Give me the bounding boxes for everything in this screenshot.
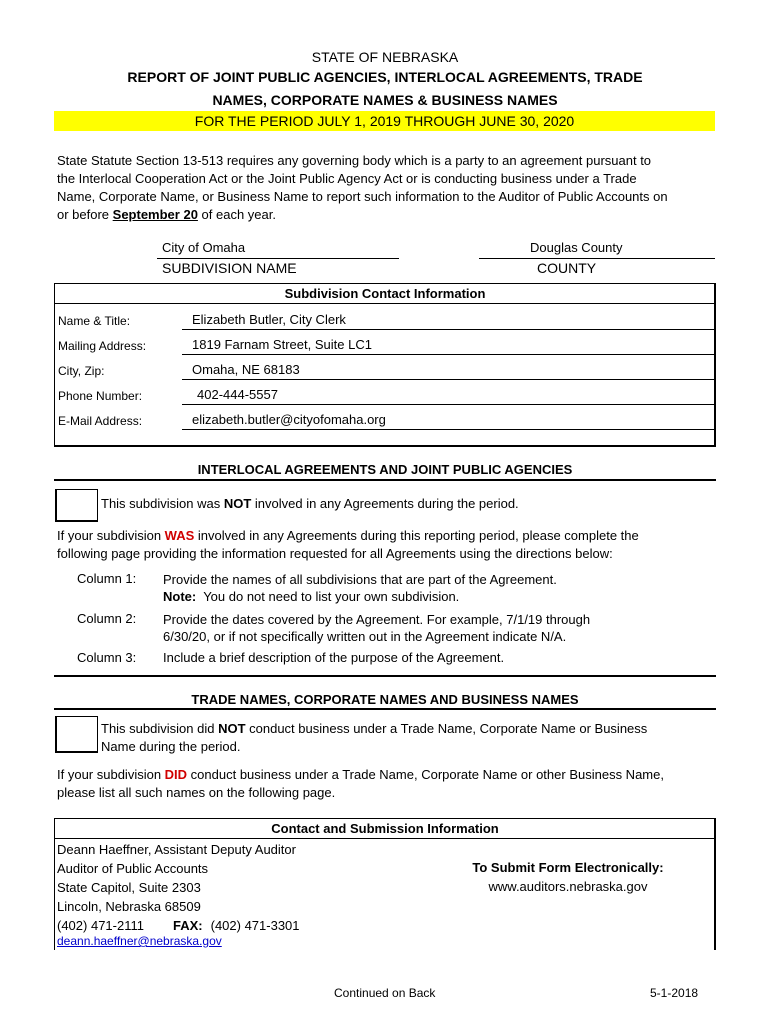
auditor-name: Deann Haeffner, Assistant Deputy Auditor [57, 842, 296, 857]
interlocal-heading-rule [54, 479, 716, 481]
agreements-instructions-line1 [57, 527, 639, 545]
mailing-address-label: Mailing Address: [58, 339, 147, 353]
city-zip-field[interactable]: Omaha, NE 68183 [192, 362, 300, 377]
subdivision-name-value[interactable]: City of Omaha [162, 240, 246, 255]
phone-number-underline [182, 404, 714, 405]
no-trade-not: NOT [218, 721, 246, 736]
if-did-pre: If your subdivision [57, 767, 165, 782]
no-agreements-checkbox[interactable] [55, 489, 98, 522]
was-emphasis: WAS [164, 528, 195, 543]
intro-line4-post: of each year. [197, 207, 276, 222]
intro-line2: the Interlocal Cooperation Act or the Joint Public Agency Act or is conducting business under a Trade [57, 171, 637, 186]
no-trade-names-line2: Name during the period. [101, 739, 241, 754]
column2-direction [163, 611, 590, 645]
report-title-line2: NAMES, CORPORATE NAMES & BUSINESS NAMES [212, 92, 558, 108]
city-zip-label: City, Zip: [58, 364, 105, 378]
continued-on-back: Continued on Back [334, 986, 436, 1000]
trade-heading-rule [54, 708, 716, 710]
submit-electronically-label: To Submit Form Electronically: [472, 860, 664, 875]
no-trade-names-line1 [101, 720, 647, 738]
intro-line1: State Statute Section 13-513 requires any governing body which is a party to an agreement pursuant to [57, 153, 652, 168]
email-address-underline [182, 429, 714, 430]
county-underline [479, 258, 715, 259]
trade-names-heading: TRADE NAMES, CORPORATE NAMES AND BUSINESS NAMES [191, 692, 579, 707]
submission-heading-divider [54, 838, 716, 839]
contact-heading-divider [54, 303, 716, 304]
did-emphasis: DID [164, 767, 188, 782]
no-trade-names-checkbox[interactable] [55, 716, 98, 753]
no-trade-pre: This subdivision did [101, 721, 219, 736]
no-agreements-statement [101, 496, 519, 511]
auditor-phone: (402) 471-2111 [57, 918, 144, 933]
fax-label: FAX: [172, 918, 203, 933]
trade-instructions-line1 [57, 766, 664, 784]
no-trade-post: conduct business under a Trade Name, Corporate Name or Business [245, 721, 648, 736]
email-address-field[interactable]: elizabeth.butler@cityofomaha.org [192, 412, 386, 427]
column2-text-line1: Provide the dates covered by the Agreement. For example, 7/1/19 through [163, 612, 591, 627]
email-address-label: E-Mail Address: [58, 414, 143, 428]
column1-direction [163, 571, 557, 605]
form-revision-date: 5-1-2018 [650, 986, 699, 1000]
auditor-email-link[interactable]: deann.haeffner@nebraska.gov [57, 934, 222, 948]
intro-line4-pre: or before [57, 207, 113, 222]
subdivision-name-label: SUBDIVISION NAME [162, 260, 297, 276]
column2-text-line2: 6/30/20, or if not specifically written out in the Agreement indicate N/A. [163, 629, 567, 644]
mailing-address-underline [182, 354, 714, 355]
column1-text: Provide the names of all subdivisions that are part of the Agreement. [163, 572, 557, 587]
contact-info-heading: Subdivision Contact Information [284, 286, 486, 301]
no-trade-names-statement [101, 720, 647, 756]
phone-number-label: Phone Number: [58, 389, 143, 403]
report-title-line1: REPORT OF JOINT PUBLIC AGENCIES, INTERLOCAL AGREEMENTS, TRADE [127, 69, 643, 85]
statute-intro [57, 152, 737, 224]
no-agreements-post: involved in any Agreements during the period. [251, 496, 519, 511]
column2-label: Column 2: [77, 611, 137, 626]
column3-text: Include a brief description of the purpose of the Agreement. [163, 650, 505, 665]
auditors-website[interactable]: www.auditors.nebraska.gov [488, 879, 648, 894]
trade-section-top-rule [54, 675, 716, 677]
name-title-underline [182, 329, 714, 330]
no-agreements-not: NOT [223, 496, 252, 511]
phone-number-field[interactable]: 402-444-5557 [197, 387, 278, 402]
county-label: COUNTY [537, 260, 597, 276]
county-value[interactable]: Douglas County [530, 240, 623, 255]
column1-label: Column 1: [77, 571, 137, 586]
if-was-pre: If your subdivision [57, 528, 165, 543]
auditor-phone-fax [57, 916, 300, 935]
subdivision-name-underline [157, 258, 399, 259]
column1-note-label: Note: [163, 589, 197, 604]
column1-note [163, 588, 557, 605]
if-was-post: involved in any Agreements during this reporting period, please complete the [194, 528, 639, 543]
name-title-label: Name & Title: [58, 314, 131, 328]
intro-line3: Name, Corporate Name, or Business Name to report such information to the Auditor of Public Accounts on [57, 189, 668, 204]
interlocal-heading: INTERLOCAL AGREEMENTS AND JOINT PUBLIC AGENCIES [197, 462, 573, 477]
no-agreements-pre: This subdivision was [101, 496, 224, 511]
auditor-fax: (402) 471-3301 [210, 918, 300, 933]
auditor-city: Lincoln, Nebraska 68509 [57, 899, 201, 914]
city-zip-underline [182, 379, 714, 380]
intro-line4 [57, 206, 737, 224]
state-heading: STATE OF NEBRASKA [311, 49, 459, 65]
auditor-address: State Capitol, Suite 2303 [57, 880, 201, 895]
if-did-post: conduct business under a Trade Name, Corporate Name or other Business Name, [187, 767, 664, 782]
auditor-office: Auditor of Public Accounts [57, 861, 209, 876]
trade-instructions [57, 766, 664, 802]
reporting-period: FOR THE PERIOD JULY 1, 2019 THROUGH JUNE 30, 2020 [54, 111, 715, 131]
due-date: September 20 [112, 207, 198, 222]
submission-heading: Contact and Submission Information [271, 821, 499, 836]
agreements-instructions [57, 527, 639, 563]
name-title-field[interactable]: Elizabeth Butler, City Clerk [192, 312, 346, 327]
column3-label: Column 3: [77, 650, 137, 665]
agreements-instructions-line2: following page providing the information requested for all Agreements using the directions below: [57, 546, 613, 561]
auditor-contact-block [57, 840, 300, 935]
trade-instructions-line2: please list all such names on the following page. [57, 785, 336, 800]
column1-note-text: You do not need to list your own subdivision. [196, 589, 460, 604]
mailing-address-field[interactable]: 1819 Farnam Street, Suite LC1 [192, 337, 372, 352]
